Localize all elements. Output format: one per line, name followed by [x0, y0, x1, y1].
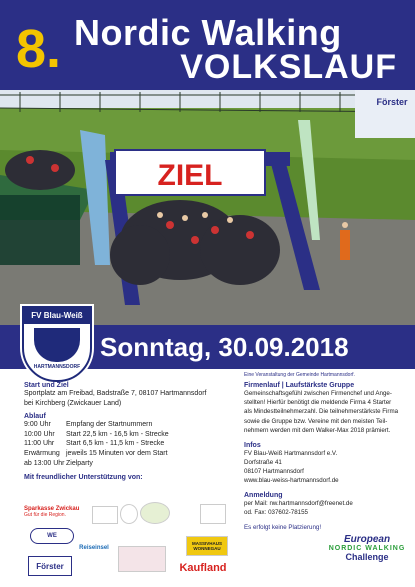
sponsor-logo	[92, 506, 118, 524]
start-heading: Start und Ziel	[24, 382, 69, 389]
title-line1: Nordic Walking	[74, 12, 342, 53]
club-badge	[22, 306, 92, 382]
sponsor-logo: WE	[30, 528, 74, 544]
sparkasse-logo: Sparkasse Zwickau Gut für die Region.	[24, 502, 86, 522]
infos-heading: Infos	[244, 442, 261, 450]
start-line1: Sportplatz am Freibad, Badstraße 7, 08107 Hartmannsdorf	[24, 390, 207, 397]
event-date: Sonntag, 30.09.2018	[100, 332, 349, 362]
ablauf-row: Erwärmung jeweils 15 Minuten vor dem Start	[24, 449, 168, 457]
ablauf-heading: Ablauf	[24, 413, 46, 421]
organizer-note: Eine Veranstaltung der Gemeinde Hartmannsdorf.	[244, 372, 355, 378]
photo-scene	[0, 90, 415, 325]
massivhaus-logo: MASSIVHAUS WONNEGAU	[186, 536, 228, 556]
foerster-logo: Förster	[28, 556, 72, 576]
anmeldung-fax: od. Fax: 037602-78155	[244, 509, 308, 517]
challenge-logo: European NORDIC WALKING Challenge	[328, 534, 406, 562]
support-heading: Mit freundlicher Unterstützung von:	[24, 474, 143, 482]
firmenlauf-heading: Firmenlauf | Laufstärkste Gruppe	[244, 382, 355, 389]
badge-emblem-icon	[34, 328, 80, 362]
ablauf-row: 9:00 Uhr Empfang der Startnummern	[24, 421, 153, 429]
ziel-banner: ZIEL	[157, 159, 223, 192]
start-line2: bei Kirchberg (Zwickauer Land)	[24, 399, 122, 407]
right-column	[244, 382, 412, 533]
ablauf-row: 11:00 Uhr Start 6,5 km - 11,5 km - Strecke	[24, 440, 165, 448]
title-line2: VOLKSLAUF	[180, 48, 397, 86]
left-column	[24, 382, 234, 481]
anmeldung-heading: Anmeldung	[244, 492, 283, 500]
sponsor-logo	[140, 502, 170, 524]
firmenlauf-line: als Mindestteilnehmerzahl. Die teilnehmerstärkste Firma	[244, 408, 399, 416]
anmeldung-email[interactable]: per Mail: nw.hartmannsdorf@freenet.de	[244, 500, 353, 508]
firmenlauf-line: sowie die Gruppe bzw. Vereine mit den meisten Teil-	[244, 417, 388, 425]
badge-town: HARTMANNSDORF	[33, 364, 81, 370]
ablauf-row: ab 13:00 Uhr Zielparty	[24, 459, 93, 467]
firmenlauf-line: nehmern werden mit dem Walker-Max 2018 prämiert.	[244, 426, 391, 434]
event-photo	[0, 90, 415, 325]
firmenlauf-line: Gemeinschaftsgefühl zwischen Firmenchef und Ange-	[244, 390, 392, 397]
reiseinsel-logo: Reiseinsel	[76, 540, 112, 556]
infos-line: Dorfstraße 41	[244, 459, 282, 467]
ablauf-row: 10:00 Uhr Start 22,5 km - 16,5 km - Strecke	[24, 430, 169, 438]
header	[0, 0, 415, 90]
edition-number: 8.	[16, 19, 62, 79]
sign-foerster: Förster	[376, 97, 408, 107]
badge-club-name: FV Blau-Weiß	[24, 308, 90, 324]
firmenlauf-line: stellten! Hierfür benötigt die meldende Firma 4 Starter	[244, 399, 392, 407]
sponsor-logo	[118, 546, 166, 572]
infos-website-link[interactable]: www.blau-weiss-hartmannsdorf.de	[244, 477, 339, 485]
kaufland-logo: Kaufland	[172, 560, 234, 576]
anmeldung-note: Es erfolgt keine Platzierung!	[244, 524, 322, 532]
infos-line: 08107 Hartmannsdorf	[244, 468, 304, 476]
sponsor-logo	[200, 504, 226, 524]
infos-line: FV Blau-Weiß Hartmannsdorf e.V.	[244, 450, 338, 458]
sponsor-logo	[120, 504, 138, 524]
